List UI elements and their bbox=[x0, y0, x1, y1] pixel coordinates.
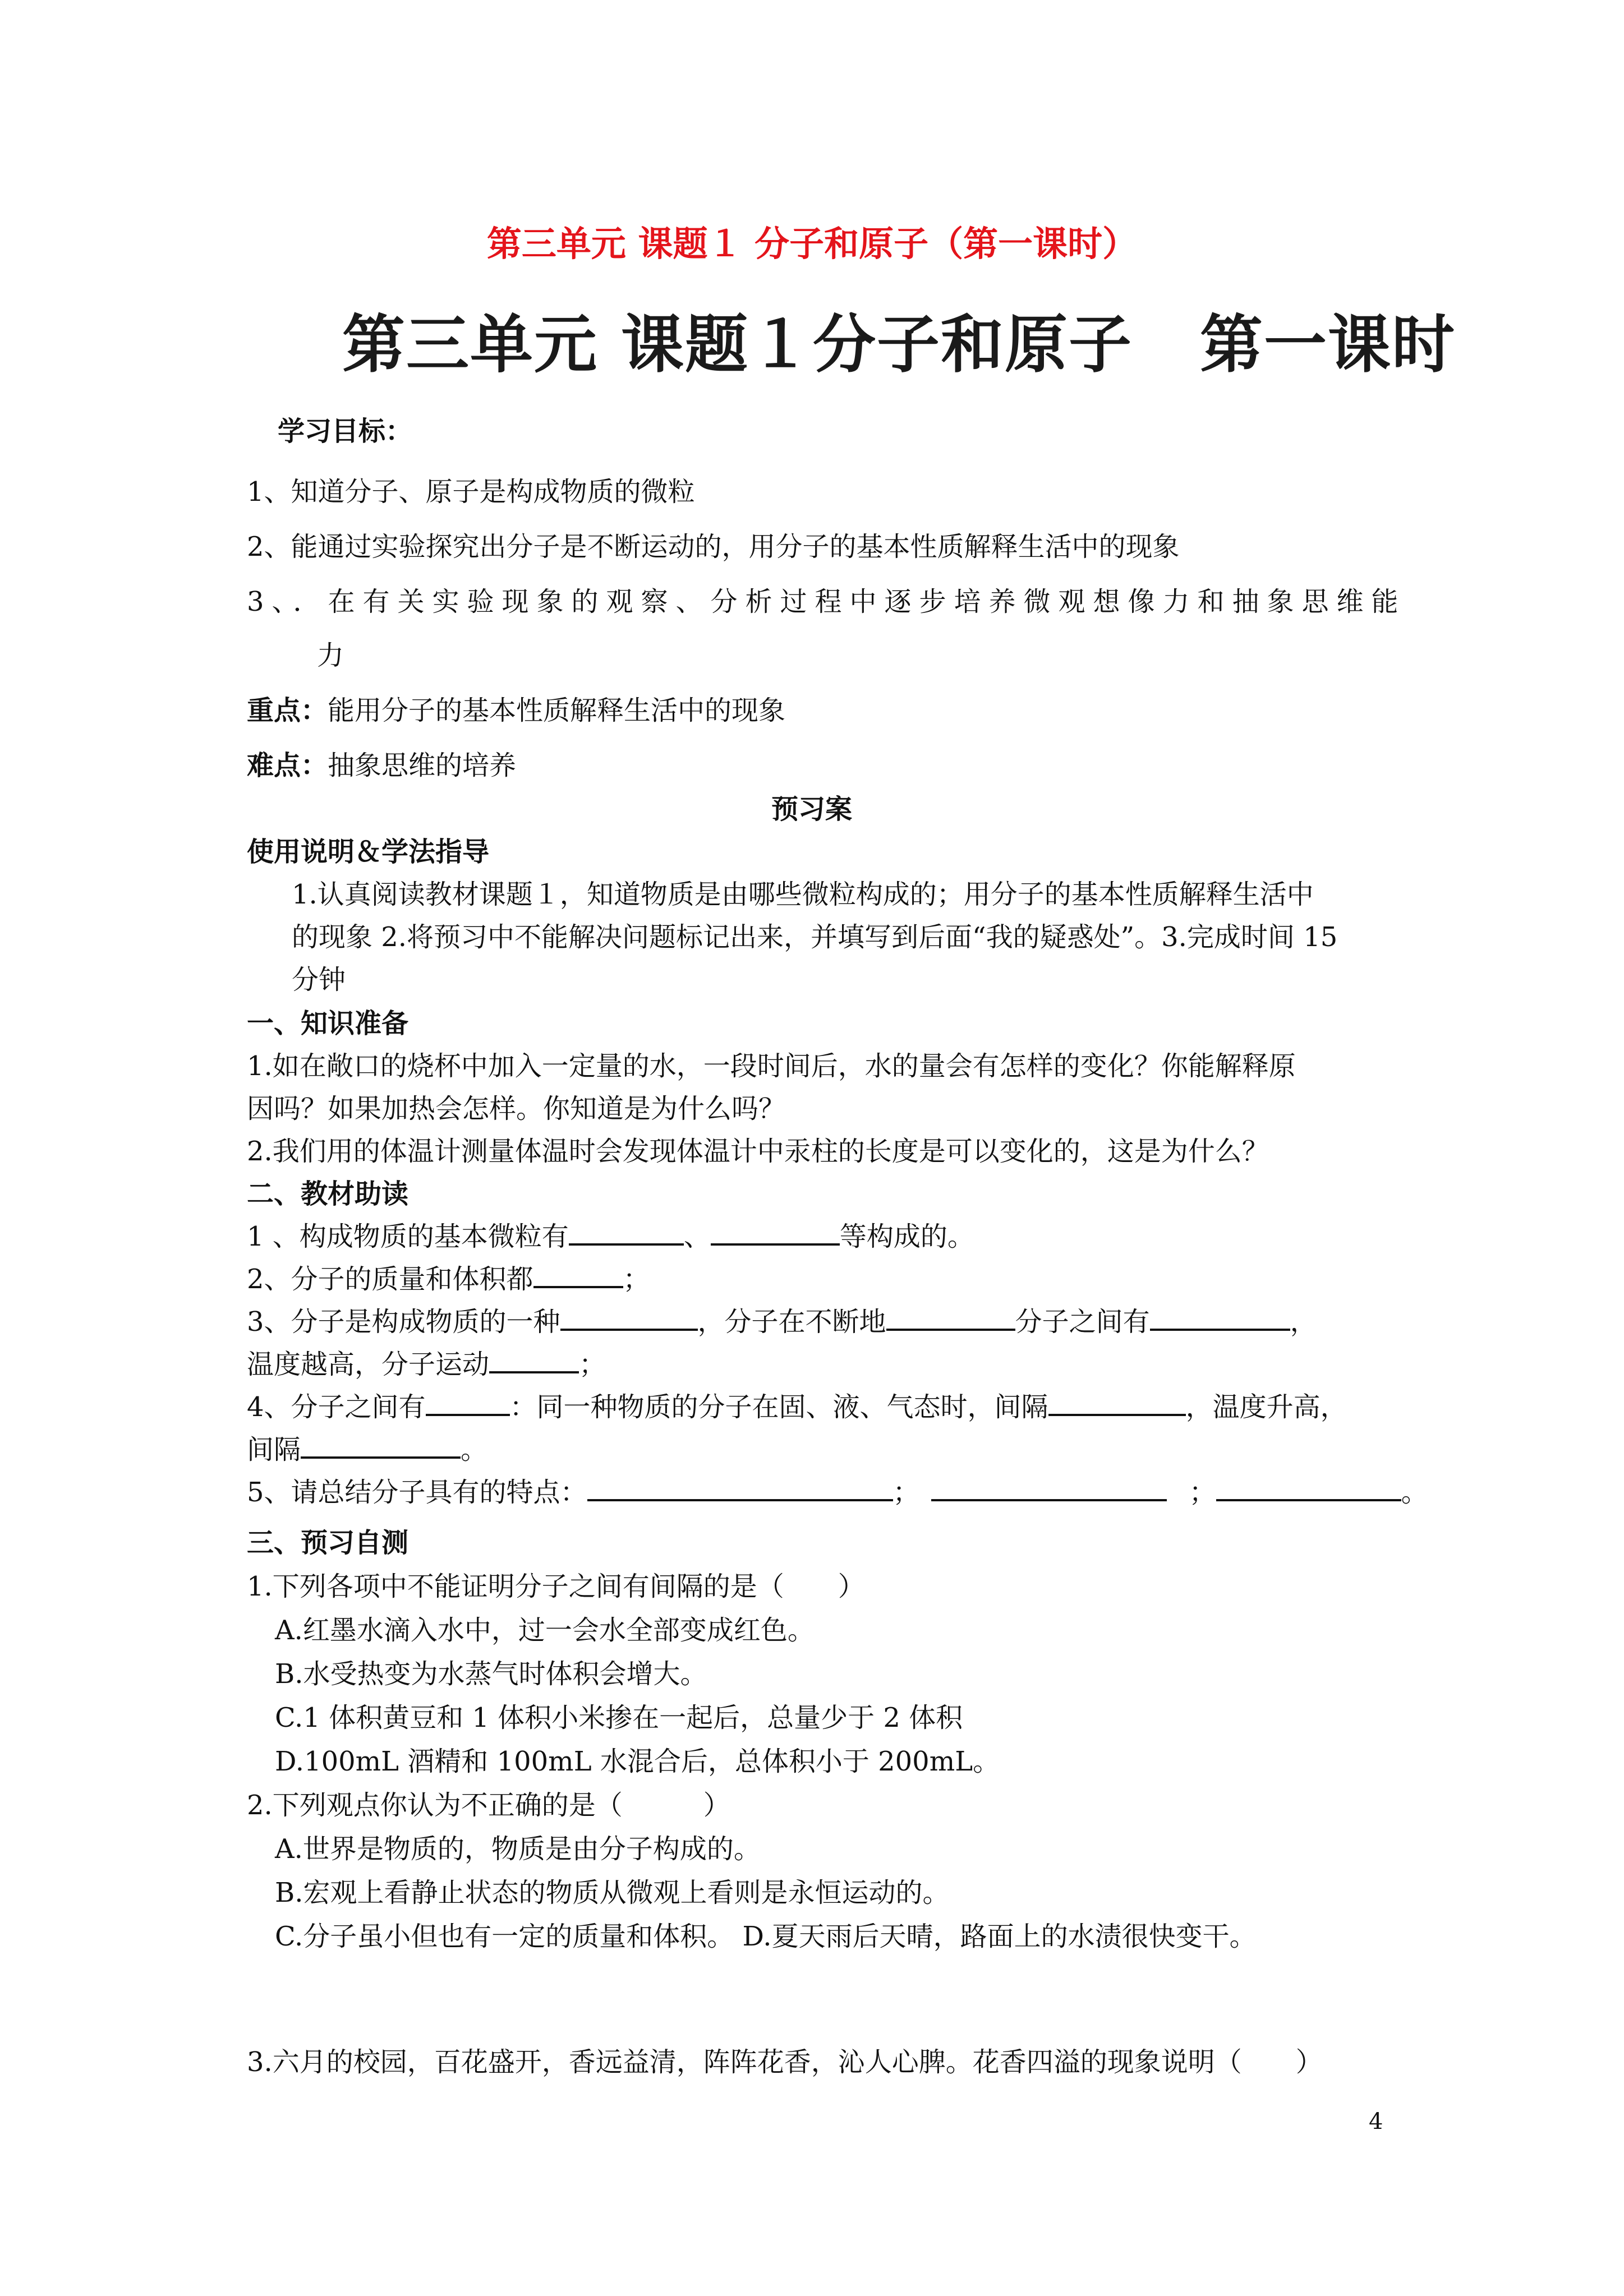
section3-q1-option-a: A.红墨水滴入水中，过一会水全部变成红色。 bbox=[275, 1615, 815, 1646]
q5-text-b: ； bbox=[892, 1477, 920, 1508]
q1-blank-2[interactable] bbox=[711, 1218, 840, 1246]
q3-blank-1[interactable] bbox=[560, 1303, 698, 1331]
q3-text-c: 分子之间有 bbox=[1015, 1306, 1150, 1338]
section3-heading: 三、预习自测 bbox=[247, 1527, 409, 1559]
q4-text-a: 4、分子之间有 bbox=[247, 1391, 426, 1423]
guide-line-2: 的现象 2.将预习中不能解决问题标记出来，并填写到后面“我的疑惑处”。3.完成时间 15 bbox=[292, 921, 1338, 953]
page-big-title bbox=[342, 294, 1456, 385]
q5-text-d: 。 bbox=[1401, 1477, 1428, 1508]
section2-q1 bbox=[247, 1215, 974, 1253]
key-point bbox=[247, 689, 785, 727]
section3-q1-option-c: C.1 体积黄豆和 1 体积小米掺在一起后，总量少于 2 体积 bbox=[275, 1702, 963, 1733]
objective-item-3: 3、．在有关实验现象的观察、分析过程中逐步培养微观想像力和抽象思维能 bbox=[247, 586, 1406, 617]
q1-text-c: 等构成的。 bbox=[839, 1221, 974, 1252]
section3-q3: 3.六月的校园，百花盛开，香远益清，阵阵花香，沁人心脾。花香四溢的现象说明（ ） bbox=[247, 2046, 1323, 2078]
section1-heading: 一、知识准备 bbox=[247, 1008, 409, 1039]
q4-line2-text: 间隔 bbox=[247, 1434, 301, 1465]
big-title-main: 第三单元 课题１分子和原子 bbox=[342, 308, 1133, 381]
q2-blank-1[interactable] bbox=[533, 1260, 623, 1288]
difficulty-label: 难点： bbox=[247, 750, 328, 781]
q5-text-c: ； bbox=[1189, 1477, 1216, 1508]
section3-q1: 1.下列各项中不能证明分子之间有间隔的是（ ） bbox=[247, 1571, 865, 1602]
q1-text-b: 、 bbox=[683, 1221, 711, 1252]
section2-q3-line2 bbox=[247, 1343, 606, 1381]
difficulty-text: 抽象思维的培养 bbox=[328, 750, 517, 781]
guide-line-1: 1.认真阅读教材课题１，知道物质是由哪些微粒构成的；用分子的基本性质解释生活中 bbox=[292, 879, 1314, 910]
key-point-text: 能用分子的基本性质解释生活中的现象 bbox=[328, 695, 786, 726]
section2-q2 bbox=[247, 1257, 650, 1296]
section3-q1-option-b: B.水受热变为水蒸气时体积会增大。 bbox=[275, 1658, 707, 1690]
section3-q2-option-cd: C.分子虽小但也有一定的质量和体积。 D.夏天雨后天晴，路面上的水渍很快变干。 bbox=[275, 1921, 1257, 1952]
q3-blank-4[interactable] bbox=[489, 1345, 579, 1373]
section1-q1-line2: 因吗？如果加热会怎样。你知道是为什么吗？ bbox=[247, 1093, 786, 1124]
q5-blank-2[interactable] bbox=[931, 1473, 1167, 1501]
section3-q2: 2.下列观点你认为不正确的是（ ） bbox=[247, 1790, 730, 1821]
section1-q2: 2.我们用的体温计测量体温时会发现体温计中汞柱的长度是可以变化的，这是为什么？ bbox=[247, 1136, 1269, 1167]
page-red-title: 第三单元 课题１ 分子和原子（第一课时） bbox=[486, 223, 1138, 264]
q4-blank-1[interactable] bbox=[426, 1388, 510, 1416]
q2-text-a: 2、分子的质量和体积都 bbox=[247, 1264, 533, 1295]
q3-blank-2[interactable] bbox=[886, 1303, 1015, 1331]
q1-text-a: 1 、构成物质的基本微粒有 bbox=[247, 1221, 569, 1252]
difficulty bbox=[247, 744, 516, 782]
objective-item-2: 2、能通过实验探究出分子是不断运动的，用分子的基本性质解释生活中的现象 bbox=[247, 531, 1180, 563]
q4-line2-end: 。 bbox=[461, 1434, 488, 1465]
guide-line-3: 分钟 bbox=[292, 964, 346, 995]
big-title-lesson: 第一课时 bbox=[1200, 308, 1456, 381]
key-point-label: 重点： bbox=[247, 695, 328, 726]
section3-q2-option-a: A.世界是物质的，物质是由分子构成的。 bbox=[275, 1833, 761, 1865]
section2-q4 bbox=[247, 1385, 1347, 1424]
q3-blank-3[interactable] bbox=[1150, 1303, 1290, 1331]
q3-line2-end: ； bbox=[579, 1349, 606, 1380]
guide-heading: 使用说明＆学法指导 bbox=[247, 836, 490, 868]
section2-q3 bbox=[247, 1300, 1317, 1339]
q2-text-b: ； bbox=[623, 1264, 650, 1295]
objectives-heading: 学习目标： bbox=[278, 416, 413, 447]
q5-blank-1[interactable] bbox=[587, 1473, 893, 1501]
q3-line2-text: 温度越高，分子运动 bbox=[247, 1349, 490, 1380]
q4-text-b: ：同一种物质的分子在固、液、气态时，间隔 bbox=[509, 1391, 1048, 1423]
objective-item-1: 1、知道分子、原子是构成物质的微粒 bbox=[247, 476, 695, 508]
section2-q4-line2 bbox=[247, 1428, 487, 1467]
q3-text-a: 3、分子是构成物质的一种 bbox=[247, 1306, 560, 1338]
q5-blank-3[interactable] bbox=[1216, 1473, 1401, 1501]
q1-blank-1[interactable] bbox=[569, 1218, 684, 1246]
q4-blank-3[interactable] bbox=[301, 1431, 461, 1459]
section2-q5 bbox=[247, 1470, 1428, 1509]
q5-text-a: 5、请总结分子具有的特点： bbox=[247, 1477, 587, 1508]
section2-heading: 二、教材助读 bbox=[247, 1178, 409, 1210]
q4-blank-2[interactable] bbox=[1048, 1388, 1186, 1416]
section3-q2-option-b: B.宏观上看静止状态的物质从微观上看则是永恒运动的。 bbox=[275, 1877, 950, 1908]
q3-text-d: ， bbox=[1290, 1306, 1317, 1338]
q3-text-b: ，分子在不断地 bbox=[697, 1306, 886, 1338]
preview-title: 预习案 bbox=[771, 794, 853, 825]
page-number: 4 bbox=[1369, 2109, 1383, 2134]
q4-text-c: ，温度升高， bbox=[1185, 1391, 1347, 1423]
objective-item-3-cont: 力 bbox=[317, 640, 344, 671]
section3-q1-option-d: D.100mL 酒精和 100mL 水混合后，总体积小于 200mL。 bbox=[275, 1746, 1000, 1777]
section1-q1-line1: 1.如在敞口的烧杯中加入一定量的水，一段时间后，水的量会有怎样的变化？你能解释原 bbox=[247, 1050, 1296, 1082]
